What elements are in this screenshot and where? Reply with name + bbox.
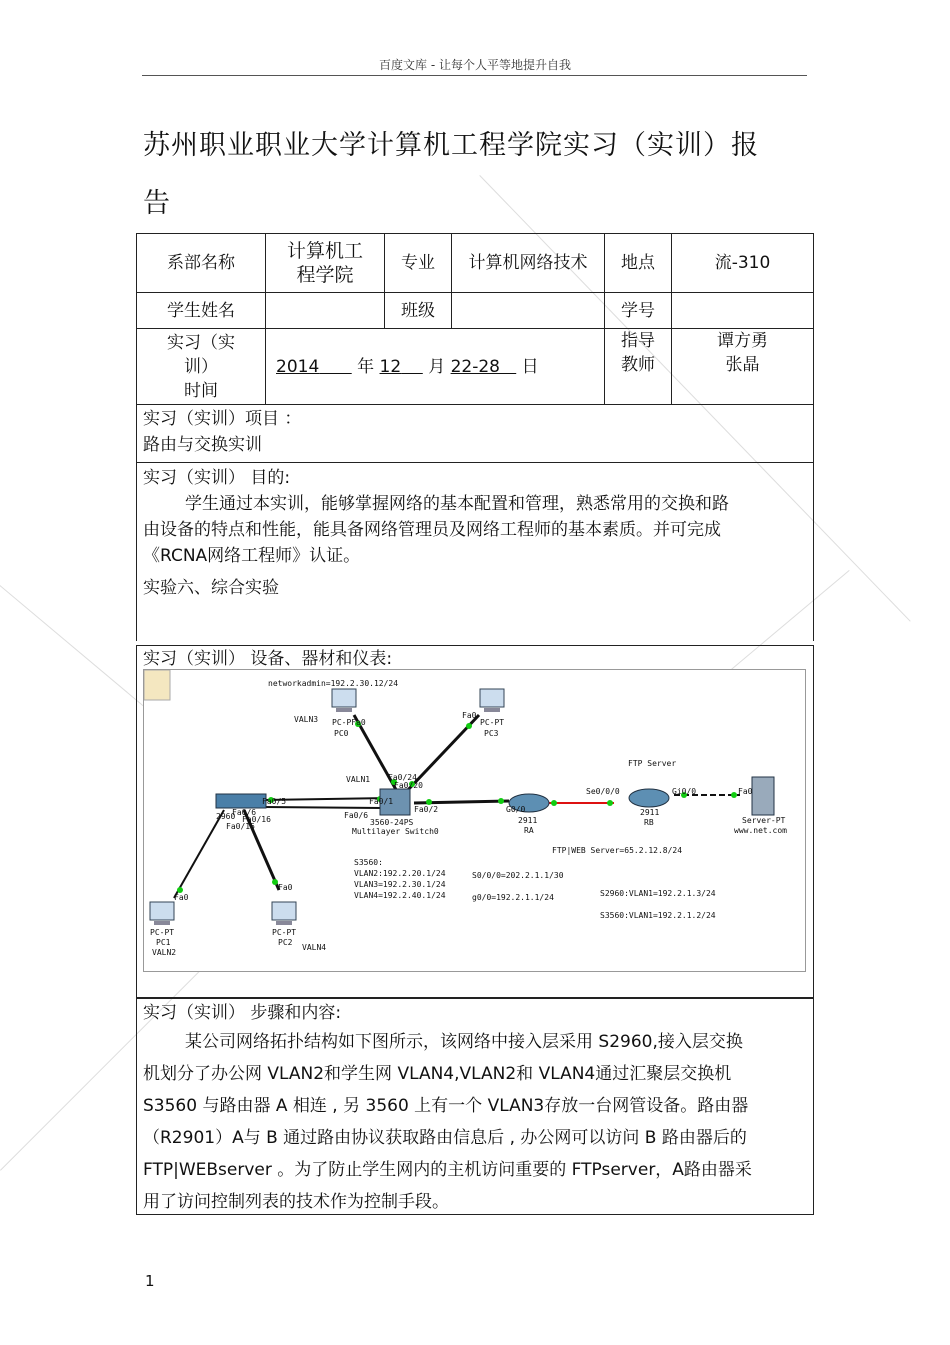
pc0-icon xyxy=(332,689,356,712)
major-label: 专业 xyxy=(385,234,452,293)
steps-section xyxy=(136,997,814,1215)
ra-type-label: 2911 xyxy=(518,816,538,825)
valn1-label: VALN1 xyxy=(346,775,371,784)
day-value: 22-28 xyxy=(450,356,500,377)
vlan3-label: VLAN3=192.2.30.1/24 xyxy=(354,880,446,889)
s2960-vlan-label: S2960:VLAN1=192.2.1.3/24 xyxy=(600,889,716,898)
id-label: 学号 xyxy=(605,293,672,329)
steps-text: 用了访问控制列表的技术作为控制手段。 xyxy=(143,1192,449,1212)
project-label: 实习（实训）项目 ： xyxy=(143,409,302,429)
location-value: 流-310 xyxy=(672,234,814,293)
sw2960-label: 2960 xyxy=(216,812,236,821)
router-rb-icon xyxy=(629,789,669,807)
dept-value: 计算机工 程学院 xyxy=(266,234,385,293)
purpose-section xyxy=(136,463,814,641)
name-value xyxy=(266,293,385,329)
pc2-vlan-label: VALN4 xyxy=(302,943,327,952)
fa01-label: Fa0/1 xyxy=(369,797,394,806)
fa020-label: Fa0/20 xyxy=(394,781,423,790)
pc3-icon xyxy=(480,689,504,712)
pc0-port-label: PC-PFa0 xyxy=(332,718,366,727)
pc3-port-label: Fa0 xyxy=(462,711,477,720)
report-title-cont: 告 xyxy=(143,188,170,219)
dept-label: 系部名称 xyxy=(137,234,266,293)
project-section xyxy=(136,404,814,463)
ra-name-label: RA xyxy=(524,826,534,835)
pc0-name-label: PC0 xyxy=(334,729,349,738)
server-icon xyxy=(752,777,774,815)
fa02-label: Fa0/2 xyxy=(414,805,439,814)
header-rule xyxy=(142,75,807,76)
link-2960-pc1 xyxy=(174,810,224,898)
pc3-name-label: PC3 xyxy=(484,729,499,738)
purpose-text: 由设备的特点和性能，能具备网络管理员及网络工程师的基本素质。并可完成 xyxy=(143,520,721,540)
srv-type-label: Server-PT xyxy=(742,816,786,825)
fa05-label: Fa0/5 xyxy=(262,797,287,806)
pc1-name-label: PC1 xyxy=(156,938,171,947)
name-label: 学生姓名 xyxy=(137,293,266,329)
info-table xyxy=(136,233,814,405)
pc1-type-label: PC-PT xyxy=(150,928,175,937)
ra-port-label: G0/0 xyxy=(506,805,526,814)
valn3-label: VALN3 xyxy=(294,715,319,724)
purpose-text: 《RCNA网络工程师》认证。 xyxy=(143,546,361,566)
equipment-label: 实习（实训） 设备、器材和仪表: xyxy=(143,649,393,669)
month-value: 12 xyxy=(379,356,402,377)
srv-name-label: www.net.com xyxy=(734,826,787,835)
rb-se-label: Se0/0/0 xyxy=(586,787,620,796)
page-number: 1 xyxy=(145,1272,155,1290)
steps-label: 实习（实训） 步骤和内容: xyxy=(143,1003,342,1023)
class-value xyxy=(452,293,605,329)
pc3-type-label: PC-PT xyxy=(480,718,505,727)
pc2-icon xyxy=(272,902,296,925)
vlan2-label: VLAN2:192.2.20.1/24 xyxy=(354,869,446,878)
teacher-value: 谭方勇 张晶 xyxy=(672,329,814,405)
purpose-label: 实习（实训） 目的: xyxy=(143,468,291,488)
s3560-vlan-label: S3560:VLAN1=192.2.1.2/24 xyxy=(600,911,716,920)
fa015-label: Fa0/15 xyxy=(226,822,255,831)
pc1-vlan-label: VALN2 xyxy=(152,948,177,957)
ftpweb-label: FTP|WEB Server=65.2.12.8/24 xyxy=(552,846,683,855)
steps-text: 某公司网络拓扑结构如下图所示，该网络中接入层采用 S2960,接入层交换 xyxy=(185,1032,743,1052)
year-value: 2014 xyxy=(276,356,320,377)
steps-text: （R2901）A与 B 通过路由协议获取路由信息后 , 办公网可以访问 B 路由器后的 xyxy=(143,1128,747,1148)
vlan4-label: VLAN4=192.2.40.1/24 xyxy=(354,891,446,900)
note-icon xyxy=(144,670,170,700)
g00-label: g0/0=192.2.1.1/24 xyxy=(472,893,554,902)
time-value: 2014 年 12 月 22-28 日 xyxy=(266,329,605,405)
steps-text: 机划分了办公网 VLAN2和学生网 VLAN4,VLAN2和 VLAN4通过汇聚层交换机 xyxy=(143,1064,732,1084)
project-value: 路由与交换实训 xyxy=(143,435,262,455)
s3560-title: S3560: xyxy=(354,858,383,867)
page-header: 百度文库 - 让每个人平等地提升自我 xyxy=(379,58,571,72)
teacher-label: 指导 教师 xyxy=(605,329,672,405)
pc1-icon xyxy=(150,902,174,925)
netadmin-label: networkadmin=192.2.30.12/24 xyxy=(268,679,399,688)
time-label: 实习（实 训） 时间 xyxy=(137,329,266,405)
major-value: 计算机网络技术 xyxy=(452,234,605,293)
pc2-name-label: PC2 xyxy=(278,938,293,947)
switch-2960-icon xyxy=(216,794,266,808)
link-2960-3560-b xyxy=(264,807,389,808)
fa06a-label: Fa0/6 xyxy=(232,808,257,817)
network-topology-diagram xyxy=(143,669,806,972)
pc2-port-label: Fa0 xyxy=(278,883,293,892)
steps-text: FTP|WEBserver 。为了防止学生网内的主机访问重要的 FTPserver，A路由器采 xyxy=(143,1160,752,1180)
purpose-text: 学生通过本实训，能够掌握网络的基本配置和管理，熟悉常用的交换和路 xyxy=(185,494,729,514)
sw3560-name-label: Multilayer Switch0 xyxy=(352,827,439,836)
pc2-type-label: PC-PT xyxy=(272,928,297,937)
fa016-label: Fa0/16 xyxy=(242,815,271,824)
fa024-label: Fa0/24 xyxy=(388,773,417,782)
rb-name-label: RB xyxy=(644,818,654,827)
sw3560-type-label: 3560-24PS xyxy=(370,818,414,827)
rb-type-label: 2911 xyxy=(640,808,660,817)
experiment-title: 实验六、综合实验 xyxy=(143,578,279,598)
topology-svg xyxy=(144,670,805,971)
report-title: 苏州职业职业大学计算机工程学院实习（实训）报 xyxy=(143,130,759,161)
class-label: 班级 xyxy=(385,293,452,329)
rb-g-label: Gi0/0 xyxy=(672,787,697,796)
pc1-port-label: Fa0 xyxy=(174,893,189,902)
fa06b-label: Fa0/6 xyxy=(344,811,369,820)
ftp-label: FTP Server xyxy=(628,759,677,768)
s000-label: S0/0/0=202.2.1.1/30 xyxy=(472,871,564,880)
location-label: 地点 xyxy=(605,234,672,293)
id-value xyxy=(672,293,814,329)
steps-text: S3560 与路由器 A 相连 , 另 3560 上有一个 VLAN3存放一台网管设备。路由器 xyxy=(143,1096,749,1116)
srv-port-label: Fa0 xyxy=(738,787,753,796)
